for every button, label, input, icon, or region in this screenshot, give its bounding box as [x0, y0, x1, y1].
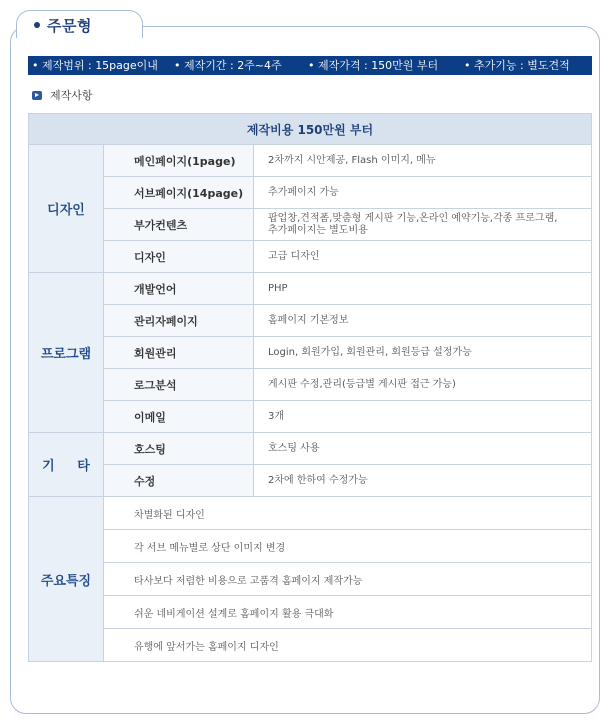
- table-row: [29, 465, 592, 497]
- row-value: 3개: [254, 401, 592, 433]
- table-row: [29, 369, 592, 401]
- section-title: 제작사항: [50, 89, 93, 102]
- row-value: PHP: [254, 273, 592, 305]
- info-extra: • 추가기능 : 별도견적: [464, 59, 570, 72]
- feature-item: 쉬운 네비게이션 설계로 홈페이지 활용 극대화: [104, 596, 592, 629]
- bullet-dot-icon: [34, 22, 40, 28]
- row-item: 관리자페이지: [104, 305, 254, 337]
- row-item: 수정: [104, 465, 254, 497]
- info-period: • 제작기간 : 2주~4주: [174, 59, 282, 72]
- play-arrow-icon: [32, 91, 42, 100]
- info-price: • 제작가격 : 150만원 부터: [308, 59, 439, 72]
- title-tab: [16, 10, 143, 38]
- category-features: 주요특징: [29, 497, 104, 662]
- row-item: 회원관리: [104, 337, 254, 369]
- table-row: [29, 337, 592, 369]
- row-value: 2차까지 시안제공, Flash 이미지, 메뉴: [254, 145, 592, 177]
- row-item: 디자인: [104, 241, 254, 273]
- row-value: 호스팅 사용: [254, 433, 592, 465]
- table-row: [29, 530, 592, 563]
- section-heading: [32, 88, 93, 104]
- feature-item: 각 서브 메뉴별로 상단 이미지 변경: [104, 530, 592, 563]
- row-value: 고급 디자인: [254, 241, 592, 273]
- row-value: 게시판 수정,관리(등급별 게시판 접근 가능): [254, 369, 592, 401]
- table-row: [29, 596, 592, 629]
- category-program: 프로그램: [29, 273, 104, 433]
- feature-item: 유행에 앞서가는 홈페이지 디자인: [104, 629, 592, 662]
- row-item: 부가컨텐츠: [104, 209, 254, 241]
- table-header-row: [29, 114, 592, 145]
- table-row: [29, 433, 592, 465]
- table-row: [29, 273, 592, 305]
- row-item: 메인페이지(1page): [104, 145, 254, 177]
- table-header: 제작비용 150만원 부터: [29, 114, 592, 145]
- row-item: 개발언어: [104, 273, 254, 305]
- spec-table: [28, 113, 592, 662]
- table-row: [29, 563, 592, 596]
- table-row: [29, 241, 592, 273]
- table-row: [29, 305, 592, 337]
- row-value: [254, 209, 592, 241]
- table-row: [29, 177, 592, 209]
- table-row: [29, 209, 592, 241]
- table-row: [29, 629, 592, 662]
- info-bar: [28, 56, 592, 75]
- info-scope: • 제작범위 : 15page이내: [32, 59, 158, 72]
- row-item: 로그분석: [104, 369, 254, 401]
- row-value-line1: 팝업창,견적폼,맞춤형 게시판 기능,온라인 예약기능,각종 프로그램,: [268, 212, 558, 224]
- table-row: [29, 497, 592, 530]
- row-item: 호스팅: [104, 433, 254, 465]
- row-value: 추가페이지 가능: [254, 177, 592, 209]
- row-value-line2: 추가페이지는 별도비용: [268, 224, 368, 236]
- category-design: 디자인: [29, 145, 104, 273]
- row-item: 이메일: [104, 401, 254, 433]
- row-value: 홈페이지 기본정보: [254, 305, 592, 337]
- page-title: 주문형: [47, 17, 92, 35]
- category-etc: 기 타: [29, 433, 104, 497]
- row-item: 서브페이지(14page): [104, 177, 254, 209]
- row-value: Login, 회원가입, 회원관리, 회원등급 설정가능: [254, 337, 592, 369]
- feature-item: 차별화된 디자인: [104, 497, 592, 530]
- row-value: 2차에 한하여 수정가능: [254, 465, 592, 497]
- table-row: [29, 401, 592, 433]
- feature-item: 타사보다 저렴한 비용으로 고품격 홈페이지 제작가능: [104, 563, 592, 596]
- table-row: [29, 145, 592, 177]
